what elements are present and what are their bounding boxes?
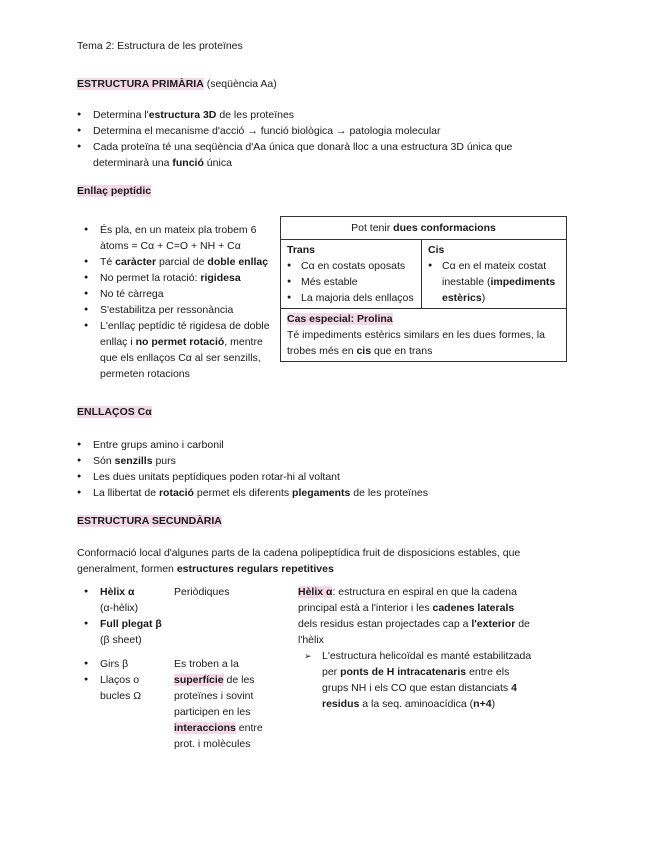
secundaria-title: ESTRUCTURA SECUNDÀRIA [77, 515, 222, 527]
girs-description: Es troben a la superfície de les proteïnes i sovint participen en les interaccions entre prot. i molècules [174, 658, 263, 750]
list-item: ● Entre grups amino i carbonil [77, 437, 557, 453]
trans-cell [281, 240, 422, 309]
list-item: ● Determina el mecanisme d'acció → funció biològica → patologia molecular [77, 123, 547, 139]
special-title: Cas especial: Prolina [287, 313, 393, 325]
list-item: ● És pla, en un mateix pla trobem 6 àtoms = Cα + C=O + NH + Cα [84, 222, 274, 254]
list-item: ● La llibertat de rotació permet els diferents plegaments de les proteïnes [77, 485, 557, 501]
list-item: ● Hèlix α (α-hèlix) [84, 584, 169, 616]
primaria-title: ESTRUCTURA PRIMÀRIA [77, 78, 204, 90]
enllacos-ca-title: ENLLAÇOS Cα [77, 406, 152, 418]
helix-description: Hèlix α: estructura en espiral en que la cadena principal està a l'interior i les cadenes laterals dels residus estan projectades cap a l'exterior de l'hèlix [298, 586, 530, 646]
enllac-heading [77, 185, 151, 197]
enllac-title: Enllaç peptídic [77, 185, 152, 197]
list-item: ● Cada proteïna té una seqüència d'Aa única que donarà lloc a una estructura 3D única que determinarà una funció única [77, 139, 547, 171]
secundaria-types-a [84, 584, 169, 648]
list-item: ● Més estable [287, 274, 415, 290]
enllac-list [84, 222, 274, 382]
cis-title: Cis [428, 244, 445, 256]
list-item: ● Cα en costats oposats [287, 258, 415, 274]
list-item: ● No permet la rotació: rigidesa [84, 270, 274, 286]
primaria-subtitle: (seqüència Aa) [206, 78, 277, 90]
list-item: ● Llaços o bucles Ω [84, 672, 169, 704]
secundaria-heading [77, 515, 222, 527]
helix-sublist [304, 648, 534, 712]
list-item: ● Són senzills purs [77, 453, 557, 469]
list-item: ● Full plegat β (β sheet) [84, 616, 169, 648]
page-header: Tema 2: Estructura de les proteïnes [77, 40, 243, 52]
secundaria-types-b [84, 656, 169, 704]
enllacos-ca-heading [77, 406, 152, 418]
list-item: ● Té caràcter parcial de doble enllaç [84, 254, 274, 270]
enllacos-ca-list [77, 437, 557, 501]
periodiques-label: Periòdiques [174, 586, 230, 598]
conformations-table [280, 216, 567, 362]
primaria-list [77, 107, 547, 171]
list-item: ● L'enllaç peptídic té rigidesa de doble enllaç i no permet rotació, mentre que els enllaços Cα al ser senzills, permeten rotacions [84, 318, 274, 382]
helix-title: Hèlix α [298, 586, 333, 598]
cis-cell [422, 240, 567, 309]
secundaria-intro: Conformació local d'algunes parts de la cadena polipeptídica fruit de disposicions estables, que generalment, formen estructures regulars repetitives [77, 547, 521, 575]
list-item: ● No té càrrega [84, 286, 274, 302]
list-item: ● Les dues unitats peptídiques poden rotar-hi al voltant [77, 469, 557, 485]
list-item: ● La majoria dels enllaços [287, 290, 415, 306]
primaria-heading [77, 78, 277, 90]
conformations-header: Pot tenir dues conformacions [281, 217, 567, 240]
list-item: ➢ L'estructura helicoïdal es manté estabilitzada per ponts de H intracatenaris entre els grups NH i els CO que estan distanciats 4 residus a la seq. aminoacídica (n+4) [304, 648, 534, 712]
trans-title: Trans [287, 244, 316, 256]
list-item: ● Girs β [84, 656, 169, 672]
special-cell: Cas especial: Prolina Té impediments estèrics similars en les dues formes, la trobes més en cis que en trans [281, 309, 567, 362]
list-item: ● S'estabilitza per ressonància [84, 302, 274, 318]
list-item: ● Cα en el mateix costat inestable (impediments estèrics) [428, 258, 560, 306]
list-item: ● Determina l'estructura 3D de les proteïnes [77, 107, 547, 123]
